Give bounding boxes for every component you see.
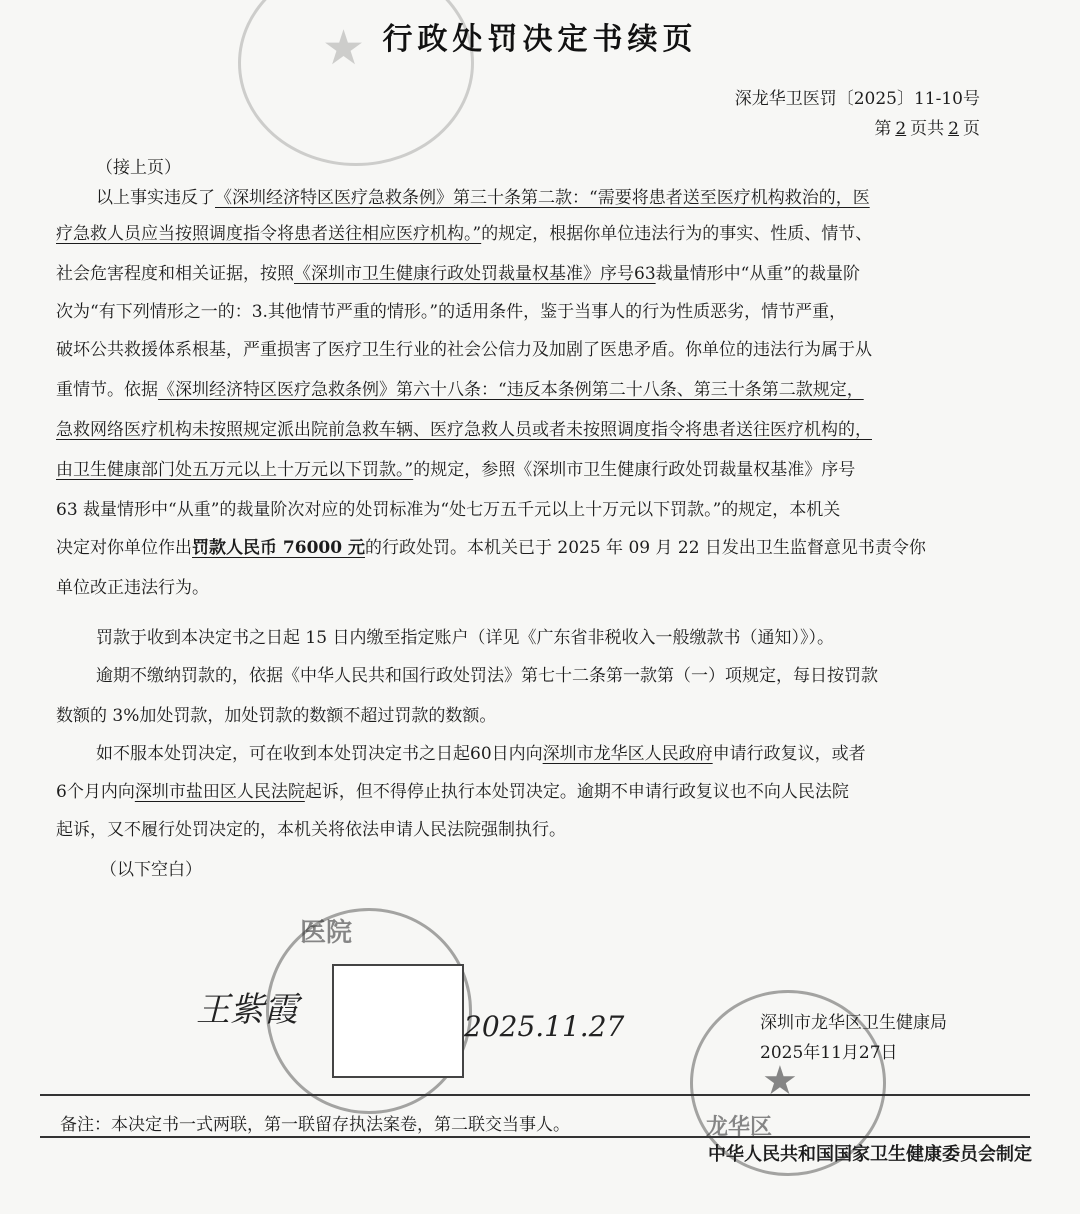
body-line: 急救网络医疗机构未按照规定派出院前急救车辆、医疗急救人员或者未按照调度指令将患者送往医疗机构的， <box>56 420 872 440</box>
page-number: 第 2 页共 2 页 <box>874 119 980 139</box>
body-line: 如不服本处罚决定，可在收到本处罚决定书之日起60日内向深圳市龙华区人民政府申请行政复议，或者 <box>96 744 866 764</box>
body-line: 罚款于收到本决定书之日起 15 日内缴至指定账户（详见《广东省非税收入一般缴款书（通知）》）。 <box>96 628 834 648</box>
footer-note: 备注：本决定书一式两联，第一联留存执法案卷，第二联交当事人。 <box>60 1115 570 1135</box>
body-line: 疗急救人员应当按照调度指令将患者送往相应医疗机构。”的规定，根据你单位违法行为的事实、性质、情节、 <box>56 224 873 244</box>
document-title: 行政处罚决定书续页 <box>382 22 698 57</box>
redacted-box <box>332 964 464 1078</box>
continued-label: （接上页） <box>96 158 181 178</box>
body-line: 社会危害程度和相关证据，按照《深圳市卫生健康行政处罚裁量权基准》序号63裁量情形中“从重”的裁量阶 <box>56 264 861 284</box>
body-line: 63 裁量情形中“从重”的裁量阶次对应的处罚标准为“处七万五千元以上十万元以下罚款。”的规定，本机关 <box>56 500 841 520</box>
body-line: 6个月内向深圳市盐田区人民法院起诉，但不得停止执行本处罚决定。逾期不申请行政复议也不向人民法院 <box>56 782 849 802</box>
form-maker: 中华人民共和国国家卫生健康委员会制定 <box>708 1144 1032 1165</box>
body-line: 单位改正违法行为。 <box>56 578 209 598</box>
body-line: 决定对你单位作出罚款人民币 76000 元的行政处罚。本机关已于 2025 年 09 月 22 日发出卫生监督意见书责令你 <box>56 538 926 558</box>
body-line: 以上事实违反了《深圳经济特区医疗急救条例》第三十条第二款：“需要将患者送至医疗机构救治的，医 <box>96 188 870 208</box>
body-line: 逾期不缴纳罚款的，依据《中华人民共和国行政处罚法》第七十二条第一款第（一）项规定，每日按罚款 <box>96 666 878 686</box>
signature-name: 王紫霞 <box>196 990 298 1030</box>
blank-label: （以下空白） <box>100 860 202 880</box>
body-line: 重情节。依据《深圳经济特区医疗急救条例》第六十八条：“违反本条例第二十八条、第三十条第二款规定， <box>56 380 864 400</box>
issuer-seal-text: 龙华区 <box>706 1115 773 1140</box>
body-line: 破坏公共救援体系根基，严重损害了医疗卫生行业的社会公信力及加剧了医患矛盾。你单位的违法行为属于从 <box>56 340 872 360</box>
divider <box>40 1094 1030 1096</box>
issue-date: 2025年11月27日 <box>760 1043 898 1063</box>
divider <box>40 1136 1030 1138</box>
body-line: 由卫生健康部门处五万元以上十万元以下罚款。”的规定，参照《深圳市卫生健康行政处罚裁量权基准》序号 <box>56 460 856 480</box>
issuing-agency: 深圳市龙华区卫生健康局 <box>760 1013 947 1033</box>
top-seal-star-icon: ★ <box>322 20 366 76</box>
body-line: 起诉，又不履行处罚决定的，本机关将依法申请人民法院强制执行。 <box>56 820 566 840</box>
signature-date: 2025.11.27 <box>464 1010 625 1043</box>
body-line: 次为“有下列情形之一的：3.其他情节严重的情形。”的适用条件，鉴于当事人的行为性质恶劣，情节严重， <box>56 302 847 322</box>
body-line: 数额的 3%加处罚款，加处罚款的数额不超过罚款的数额。 <box>56 706 497 726</box>
party-seal-text: 医院 <box>300 918 353 948</box>
document-number: 深龙华卫医罚〔2025〕11-10号 <box>734 89 980 109</box>
issuer-seal-star-icon: ★ <box>762 1058 798 1104</box>
fine-amount: 罚款人民币 76000 元 <box>192 538 365 558</box>
